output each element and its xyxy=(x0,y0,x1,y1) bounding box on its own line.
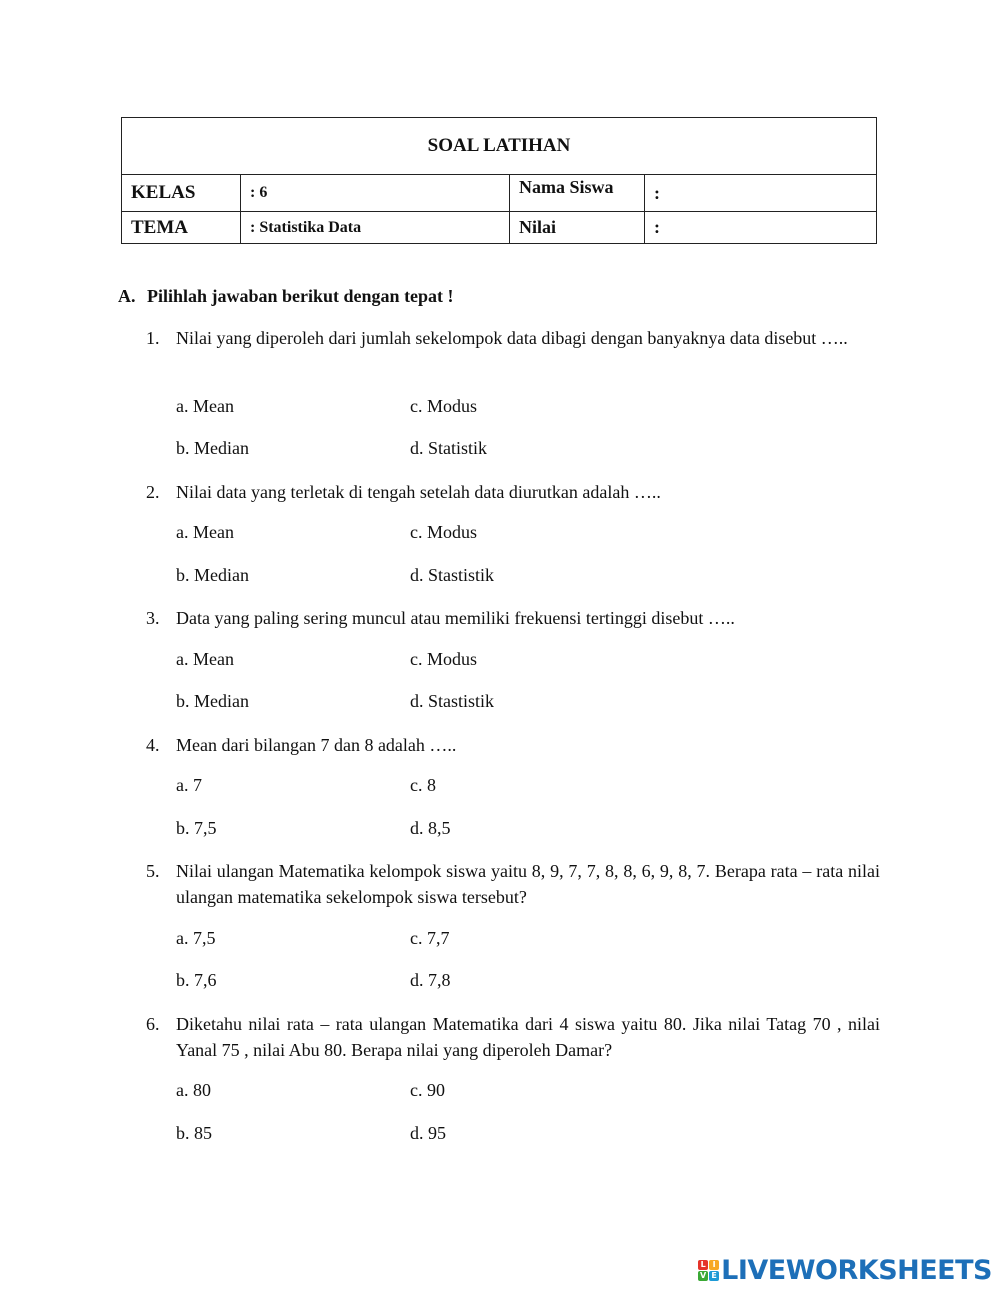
question-number: 2. xyxy=(146,482,160,502)
logo-mark-icon xyxy=(698,1260,719,1281)
logo-mark-letter: V xyxy=(700,1270,707,1280)
q4-option-b[interactable]: b. 7,5 xyxy=(176,818,217,838)
nama-siswa-label: Nama Siswa xyxy=(510,175,645,212)
q4-option-d[interactable]: d. 8,5 xyxy=(410,818,451,838)
header-table xyxy=(121,117,877,244)
q2-option-a[interactable]: a. Mean xyxy=(176,522,234,542)
question-text: Nilai yang diperoleh dari jumlah sekelompok data dibagi dengan banyaknya data disebut ….. xyxy=(176,328,848,348)
question-text: Data yang paling sering muncul atau memiliki frekuensi tertinggi disebut ….. xyxy=(176,608,735,628)
q4-option-c[interactable]: c. 8 xyxy=(410,775,436,795)
tema-value: : Statistika Data xyxy=(241,212,510,244)
q6-option-c[interactable]: c. 90 xyxy=(410,1080,445,1100)
q5-option-d[interactable]: d. 7,8 xyxy=(410,970,451,990)
q6-option-d[interactable]: d. 95 xyxy=(410,1123,446,1143)
nama-siswa-field[interactable]: : xyxy=(645,175,877,212)
q3-option-c[interactable]: c. Modus xyxy=(410,649,477,669)
question-number: 5. xyxy=(146,861,160,881)
q3-option-a[interactable]: a. Mean xyxy=(176,649,234,669)
q4-option-a[interactable]: a. 7 xyxy=(176,775,202,795)
question-2 xyxy=(146,479,880,505)
section-instruction: Pilihlah jawaban berikut dengan tepat ! xyxy=(147,286,454,306)
q5-option-a[interactable]: a. 7,5 xyxy=(176,928,216,948)
nilai-label: Nilai xyxy=(510,212,645,244)
q5-option-c[interactable]: c. 7,7 xyxy=(410,928,450,948)
liveworksheets-logo xyxy=(698,1255,992,1285)
tema-label: TEMA xyxy=(122,212,241,244)
section-letter: A. xyxy=(118,286,136,306)
q1-option-b[interactable]: b. Median xyxy=(176,438,249,458)
q1-option-a[interactable]: a. Mean xyxy=(176,396,234,416)
logo-mark-letter: E xyxy=(709,1271,719,1281)
q6-option-a[interactable]: a. 80 xyxy=(176,1080,211,1100)
question-1 xyxy=(146,325,880,351)
question-text: Diketahu nilai rata – rata ulangan Matematika dari 4 siswa yaitu 80. Jika nilai Tatag 70 , nilai Yanal 75 , nilai Abu 80. Berapa nilai yang diperoleh Damar? xyxy=(176,1014,880,1060)
q1-option-c[interactable]: c. Modus xyxy=(410,396,477,416)
logo-mark-letter: I xyxy=(709,1260,719,1270)
kelas-label: KELAS xyxy=(122,175,241,212)
q1-option-d[interactable]: d. Statistik xyxy=(410,438,488,458)
q2-option-b[interactable]: b. Median xyxy=(176,565,249,585)
section-title xyxy=(118,286,454,307)
logo-text: LIVEWORKSHEETS xyxy=(721,1254,992,1286)
kelas-value: : 6 xyxy=(241,175,510,212)
worksheet-title: SOAL LATIHAN xyxy=(122,118,877,175)
logo-mark-letter: L xyxy=(698,1260,708,1270)
question-3 xyxy=(146,605,880,631)
question-number: 1. xyxy=(146,328,160,348)
question-number: 6. xyxy=(146,1014,160,1034)
question-text: Mean dari bilangan 7 dan 8 adalah ….. xyxy=(176,735,457,755)
q6-option-b[interactable]: b. 85 xyxy=(176,1123,212,1143)
q2-option-c[interactable]: c. Modus xyxy=(410,522,477,542)
question-number: 3. xyxy=(146,608,160,628)
question-6 xyxy=(146,1011,880,1063)
question-text: Nilai ulangan Matematika kelompok siswa yaitu 8, 9, 7, 7, 8, 8, 6, 9, 8, 7. Berapa rata – rata nilai ulangan matematika sekelompok siswa tersebut? xyxy=(176,861,880,907)
q5-option-b[interactable]: b. 7,6 xyxy=(176,970,217,990)
nilai-field[interactable]: : xyxy=(645,212,877,244)
q2-option-d[interactable]: d. Stastistik xyxy=(410,565,495,585)
question-text: Nilai data yang terletak di tengah setelah data diurutkan adalah ….. xyxy=(176,482,661,502)
question-4 xyxy=(146,732,880,758)
question-5 xyxy=(146,858,880,910)
question-number: 4. xyxy=(146,735,160,755)
q3-option-d[interactable]: d. Stastistik xyxy=(410,691,495,711)
q3-option-b[interactable]: b. Median xyxy=(176,691,249,711)
